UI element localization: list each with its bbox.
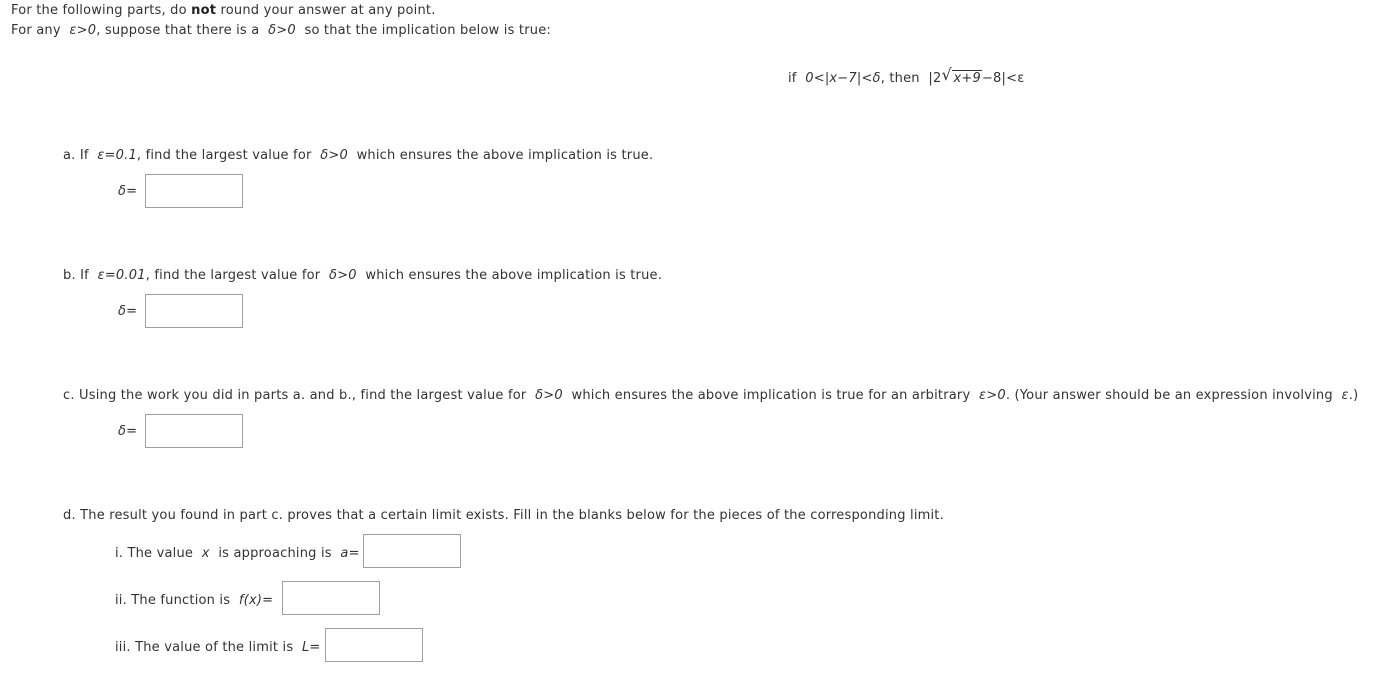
implication-lhs-post: −8|<ε (981, 71, 1025, 86)
part-c-note-end: .) (1348, 388, 1359, 403)
intro-line-2 (11, 23, 551, 39)
part-d-ii-answer-input[interactable] (282, 581, 380, 615)
radicand: x+9 (953, 71, 981, 86)
part-c-note: . (Your answer should be an expression involving (1005, 388, 1333, 403)
implication-lhs-pre: |2 (928, 71, 942, 86)
part-d-i-label: a= (340, 546, 360, 561)
part-d-iii-answer-input[interactable] (325, 628, 423, 662)
part-d-i-answer-input[interactable] (363, 534, 461, 568)
part-c-answer-input[interactable] (145, 414, 243, 448)
part-b-delta-label: δ= (118, 304, 138, 319)
implication-then: , then (880, 71, 920, 86)
part-d-i-suffix: is approaching is (218, 546, 332, 561)
intro-implication-text: so that the implication below is true: (304, 23, 551, 38)
part-b-question (63, 268, 662, 284)
intro-suppose: , suppose that there is a (96, 23, 260, 38)
part-d-i-row (115, 546, 360, 562)
part-b-suffix: which ensures the above implication is true. (365, 268, 663, 283)
part-b-epsilon: ε=0.01 (97, 268, 146, 283)
part-d-iii-label: L= (301, 640, 321, 655)
part-d-ii-row (115, 593, 273, 609)
delta-positive: δ>0 (268, 23, 296, 38)
part-a-answer-input[interactable] (145, 174, 243, 208)
part-d-i-variable: x (201, 546, 210, 561)
part-a-suffix: which ensures the above implication is true. (356, 148, 654, 163)
part-a-mid: , find the largest value for (136, 148, 312, 163)
intro-line-1 (11, 3, 436, 19)
epsilon-positive: ε>0 (69, 23, 97, 38)
part-c-epsilon-symbol: ε (1341, 388, 1349, 403)
part-b-delta: δ>0 (328, 268, 357, 283)
part-b-prefix: b. If (63, 268, 89, 283)
part-c-epsilon: ε>0 (979, 388, 1006, 403)
part-a-epsilon: ε=0.1 (97, 148, 137, 163)
intro-text: For the following parts, do (11, 3, 187, 18)
part-d-iii-row (115, 640, 321, 656)
part-a-prefix: a. If (63, 148, 89, 163)
implication-if: if (788, 71, 797, 86)
square-root (941, 65, 981, 87)
part-b-mid: , find the largest value for (145, 268, 321, 283)
intro-for-any: For any (11, 23, 61, 38)
intro-bold-not: not (191, 3, 217, 18)
part-d-ii-prefix: ii. The function is (115, 593, 231, 608)
implication-statement (788, 65, 1025, 87)
part-c-prefix: c. Using the work you did in parts a. and b., find the largest value for (63, 388, 527, 403)
part-b-answer-input[interactable] (145, 294, 243, 328)
implication-condition: 0<|x−7|<δ (805, 71, 881, 86)
part-d-iii-prefix: iii. The value of the limit is (115, 640, 294, 655)
part-c-delta: δ>0 (535, 388, 563, 403)
intro-text-end: round your answer at any point. (220, 3, 436, 18)
sqrt-icon: √ (941, 65, 952, 84)
part-a-question (63, 148, 653, 164)
part-d-ii-label: f(x)= (238, 593, 274, 608)
part-c-mid: which ensures the above implication is true for an arbitrary (571, 388, 971, 403)
part-a-delta: δ>0 (320, 148, 348, 163)
part-c-delta-label: δ= (118, 424, 138, 439)
part-d-i-prefix: i. The value (115, 546, 194, 561)
part-c-question (63, 388, 1358, 404)
part-a-delta-label: δ= (118, 184, 138, 199)
part-d-question: d. The result you found in part c. proves that a certain limit exists. Fill in the blanks below for the pieces of the corresponding limit. (63, 508, 944, 523)
